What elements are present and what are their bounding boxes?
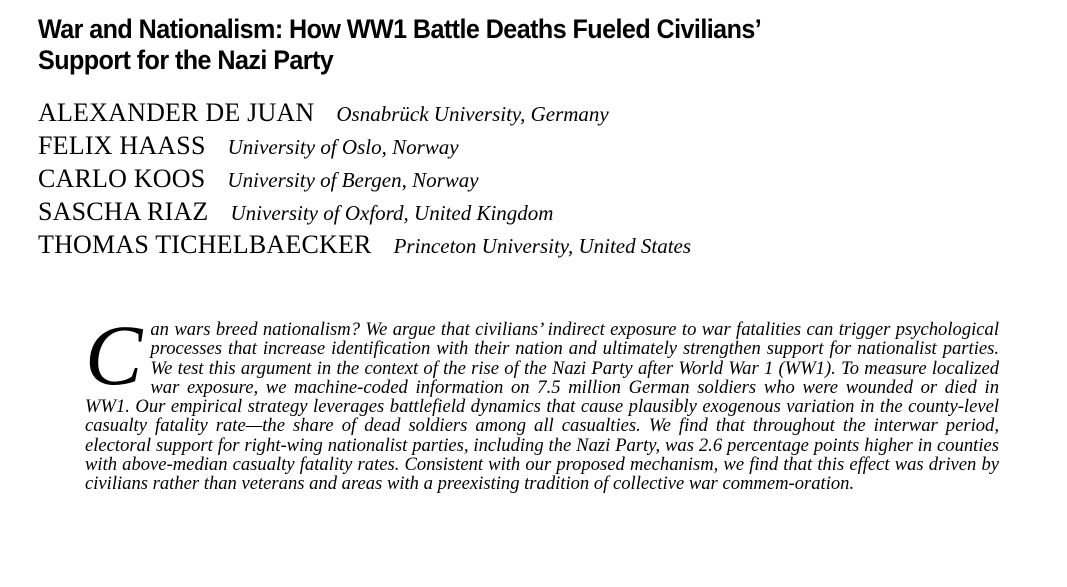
abstract-dropcap: C <box>85 307 143 403</box>
paper-title-line-2: Support for the Nazi Party <box>38 45 334 75</box>
paper-title <box>38 14 968 76</box>
author-entry <box>38 195 691 228</box>
author-affiliation: Osnabrück University, Germany <box>336 102 609 126</box>
abstract-text: an wars breed nationalism? We argue that civilians’ indirect exposure to war fatalities can trigger psychological processes that increase identification with their nation and ultimately strengthen support for nationalist parties. We test this argument in the context of the rise of the Nazi Party after World War 1 (WW1). To measure localized war exposure, we machine-coded information on 7.5 million German soldiers who were wounded or died in WW1. Our empirical strategy leverages battlefield dynamics that cause plausibly exogenous variation in the county-level casualty fatality rate—the share of dead soldiers among all casualties. We find that throughout the interwar period, electoral support for right-wing nationalist parties, including the Nazi Party, was 2.6 percentage points higher in counties with above-median casualty fatality rates. Consistent with our proposed mechanism, we find that this effect was driven by civilians rather than veterans and areas with a preexisting tradition of collective war commem-oration. <box>85 319 999 495</box>
author-affiliation: University of Oslo, Norway <box>227 135 459 159</box>
paper-title-line-1: War and Nationalism: How WW1 Battle Deaths Fueled Civilians’ <box>38 14 762 44</box>
author-entry <box>38 129 691 162</box>
author-list <box>38 96 691 261</box>
author-name: ALEXANDER DE JUAN <box>38 98 315 127</box>
author-entry <box>38 96 691 129</box>
author-name: CARLO KOOS <box>38 164 206 193</box>
author-affiliation: University of Bergen, Norway <box>227 168 479 192</box>
author-name: SASCHA RIAZ <box>38 197 209 226</box>
author-name: FELIX HAASS <box>38 131 206 160</box>
author-affiliation: University of Oxford, United Kingdom <box>230 201 554 225</box>
abstract <box>85 307 999 495</box>
author-entry <box>38 162 691 195</box>
author-name: THOMAS TICHELBAECKER <box>38 230 372 259</box>
author-entry <box>38 228 691 261</box>
author-affiliation: Princeton University, United States <box>393 234 692 258</box>
